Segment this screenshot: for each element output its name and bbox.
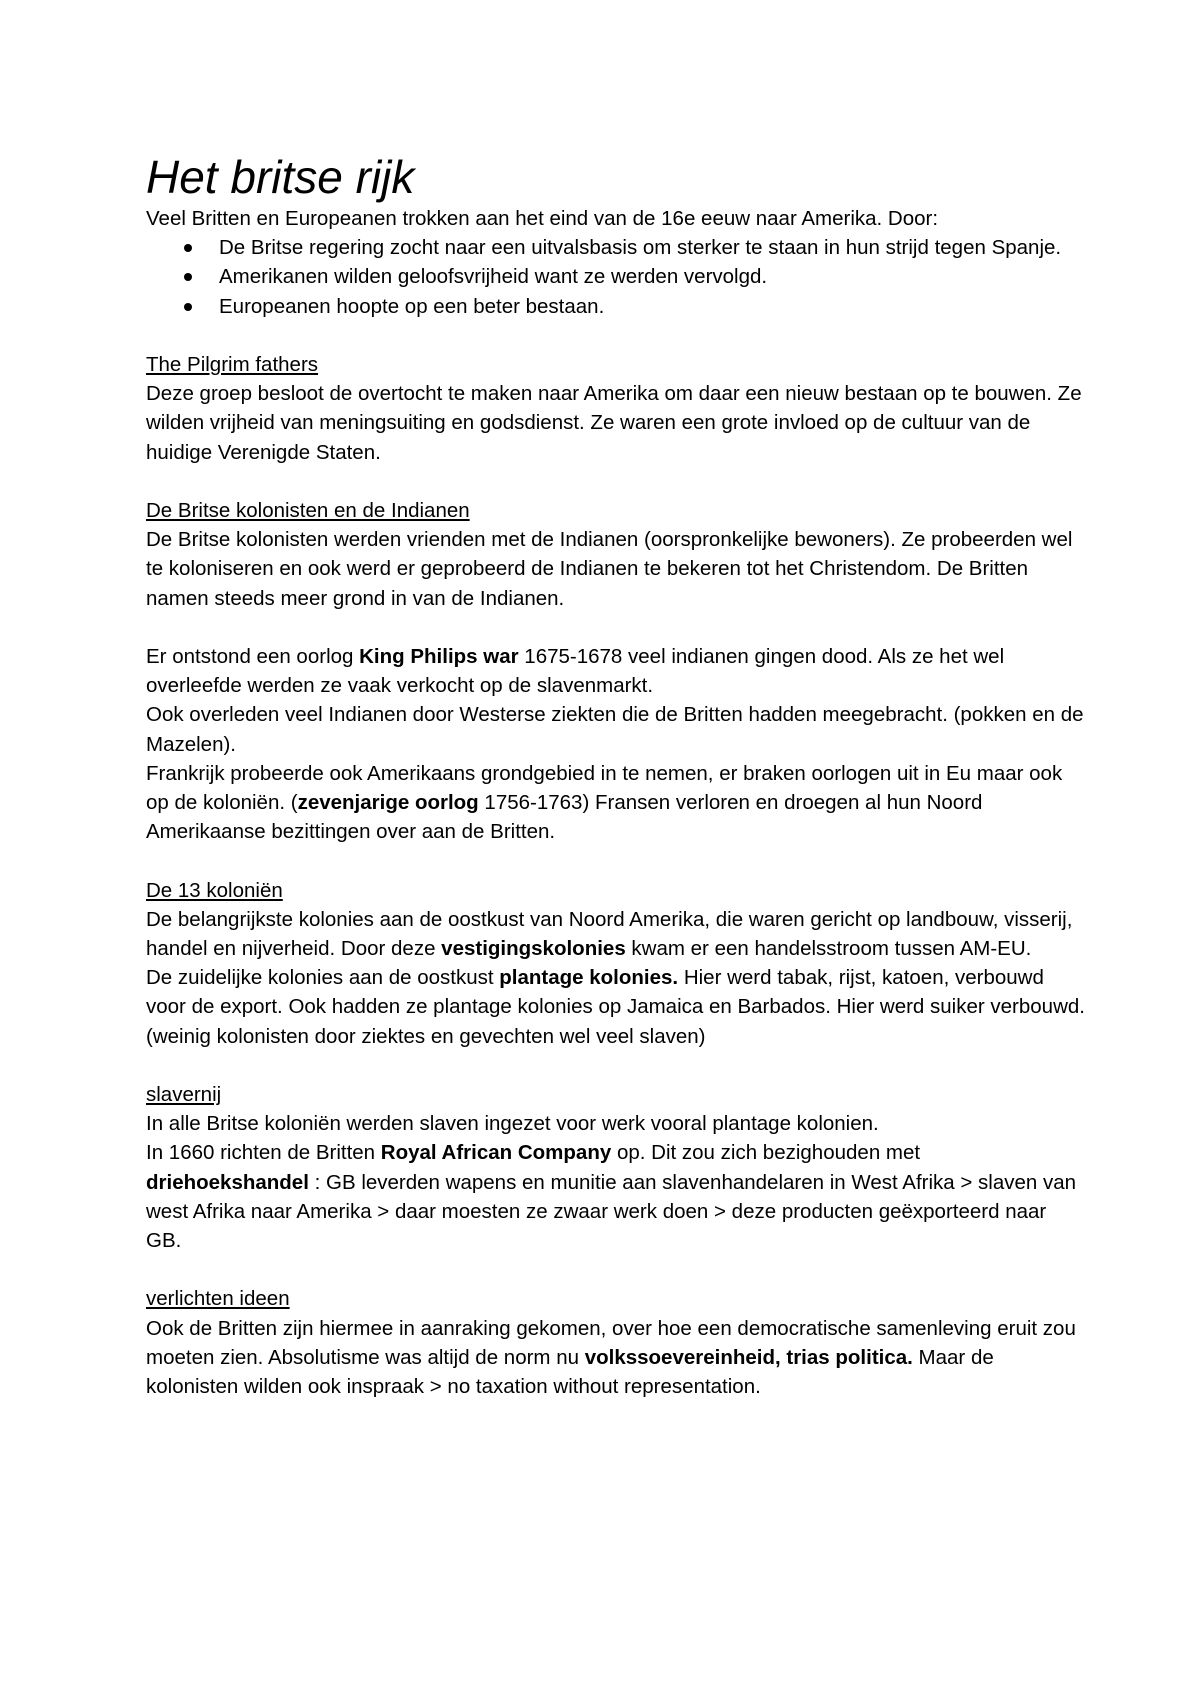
bold-term: zevenjarige oorlog: [297, 791, 479, 815]
section-paragraph: [146, 963, 1086, 1051]
section-paragraph: Ook overleden veel Indianen door Westerse ziekten die de Britten hadden meegebracht. (pokken en de Mazelen).: [146, 703, 1084, 756]
section-paragraph: In alle Britse koloniën werden slaven ingezet voor werk vooral plantage kolonien.: [146, 1112, 879, 1136]
reasons-list: [146, 233, 1086, 321]
text-run: De belangrijkste kolonies aan de oostkust van Noord Amerika, die waren gericht op landbouw, visserij, handel en nijverheid. Door deze: [146, 907, 1073, 961]
bold-term: driehoekshandel: [146, 1170, 309, 1194]
document-page: [146, 150, 1086, 1401]
text-run: Frankrijk probeerde ook Amerikaans grondgebied in te nemen, er braken oorlogen uit in Eu maar ook op de koloniën. (: [146, 761, 1063, 815]
section-paragraph: [146, 1138, 1086, 1255]
section-heading: The Pilgrim fathers: [146, 353, 319, 376]
section-heading: De Britse kolonisten en de Indianen: [146, 499, 470, 522]
list-item: [219, 262, 1086, 291]
text-run: 1756-1763) Fransen verloren en droegen al hun Noord Amerikaanse bezittingen over aan de Britten.: [146, 791, 983, 844]
list-item-text: De Britse regering zocht naar een uitvalsbasis om sterker te staan in hun strijd tegen Spanje.: [219, 236, 1062, 260]
section-heading: verlichten ideen: [146, 1287, 290, 1311]
text-run: op. Dit zou zich bezighouden met: [611, 1141, 921, 1165]
section-heading: De 13 koloniën: [146, 878, 283, 902]
bold-term: plantage kolonies.: [499, 966, 679, 990]
text-run: Hier werd tabak, rijst, katoen, verbouwd voor de export. Ook hadden ze plantage kolonies op Jamaica en Barbados. Hier werd suiker verbouwd. (weinig kolonisten door ziektes en gevechten wel veel slaven): [146, 966, 1085, 1048]
bold-term: Royal African Company: [380, 1141, 612, 1165]
section-paragraph: De Britse kolonisten werden vrienden met de Indianen (oorspronkelijke bewoners). Ze probeerden wel te koloniseren en ook werd er geprobeerd de Indianen te bekeren tot het Christendom. De Britten namen steeds meer grond in van de Indianen.: [146, 528, 1073, 610]
intro-paragraph: Veel Britten en Europeanen trokken aan het eind van de 16e eeuw naar Amerika. Door:: [146, 207, 939, 230]
text-run: De zuidelijke kolonies aan de oostkust: [146, 966, 500, 990]
section-pilgrim-fathers: [146, 350, 1086, 467]
text-run: Maar de kolonisten wilden ook inspraak > no taxation without representation.: [146, 1345, 994, 1399]
section-paragraph: [146, 759, 1086, 847]
section-paragraph: [146, 642, 1086, 700]
section-paragraph: Deze groep besloot de overtocht te maken naar Amerika om daar een nieuw bestaan op te bouwen. Ze wilden vrijheid van meningsuiting en godsdienst. Ze waren een grote invloed op de cultuur van de huidige Verenigde Staten.: [146, 382, 1082, 464]
section-heading: slavernij: [146, 1083, 222, 1107]
text-run: Er ontstond een oorlog: [146, 645, 360, 668]
text-run: : GB leverden wapens en munitie aan slavenhandelaren in West Afrika > slaven van west Afrika naar Amerika > daar moesten ze zwaar werk doen > deze producten geëxporteerd naar GB.: [146, 1170, 1077, 1253]
bold-term: vestigingskolonies: [441, 937, 626, 961]
bold-term: King Philips war: [359, 645, 519, 668]
list-item-text: Europeanen hoopte op een beter bestaan.: [219, 294, 605, 318]
section-paragraph: [146, 905, 1086, 963]
section-13-kolonien: [146, 876, 1086, 1051]
bullet-icon: [184, 303, 192, 311]
section-slavernij: [146, 1080, 1086, 1255]
text-run: kwam er een handelsstroom tussen AM-EU.: [625, 937, 1032, 961]
list-item: [219, 233, 1086, 262]
page-title: Het britse rijk: [146, 151, 415, 203]
text-run: In 1660 richten de Britten: [146, 1141, 381, 1165]
bullet-icon: [184, 273, 192, 281]
bold-term: volkssoevereinheid, trias politica.: [584, 1345, 913, 1369]
text-run: 1675-1678 veel indianen gingen dood. Als ze het wel overleefde werden ze vaak verkocht op de slavenmarkt.: [146, 645, 1005, 698]
text-run: Ook de Britten zijn hiermee in aanraking gekomen, over hoe een democratische samenleving eruit zou moeten zien. Absolutisme was altijd de norm nu: [146, 1316, 1076, 1369]
section-verlichten-ideen: [146, 1284, 1086, 1401]
bullet-icon: [184, 244, 192, 252]
section-paragraph: [146, 1314, 1086, 1402]
list-item: [219, 292, 1086, 321]
list-item-text: Amerikanen wilden geloofsvrijheid want ze werden vervolgd.: [219, 265, 768, 289]
section-kolonisten-indianen: [146, 496, 1086, 846]
